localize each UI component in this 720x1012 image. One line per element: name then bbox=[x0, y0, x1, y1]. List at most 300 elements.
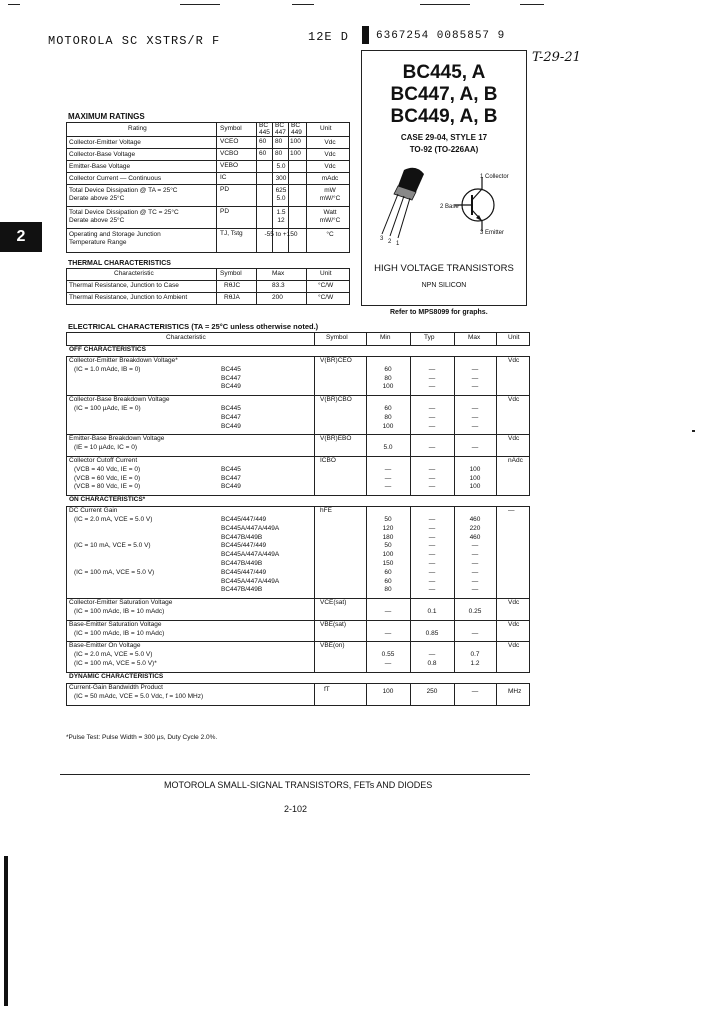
max-value: — bbox=[471, 560, 479, 567]
device-label: BC449 bbox=[221, 383, 241, 391]
rule bbox=[410, 356, 411, 395]
typ-value: — bbox=[428, 474, 436, 482]
device-label: BC445A/447A/449A bbox=[221, 577, 280, 585]
thermal-max: 200 bbox=[272, 294, 283, 301]
min-value: — bbox=[384, 608, 392, 615]
rule bbox=[314, 506, 315, 598]
max-rating-row bbox=[66, 148, 350, 160]
param-condition: (IC = 2.0 mA, VCE = 5.0 V) bbox=[74, 516, 153, 523]
thermal-title: THERMAL CHARACTERISTICS bbox=[68, 260, 171, 267]
param-condition: (IC = 100 mA, VCE = 5.0 V)* bbox=[74, 660, 157, 667]
param-symbol: V(BR)CBO bbox=[320, 396, 352, 404]
device-label: BC445 bbox=[221, 465, 241, 473]
rule bbox=[410, 395, 411, 434]
rule bbox=[66, 332, 530, 333]
rule bbox=[66, 506, 530, 507]
rule bbox=[410, 641, 411, 671]
rule bbox=[410, 683, 411, 705]
param-name: Collector-Base Breakdown Voltage bbox=[69, 396, 170, 404]
typ-value: 0.1 bbox=[427, 608, 437, 615]
param-condition: (IC = 50 mAdc, VCE = 5.0 Vdc, f = 100 MHz) bbox=[74, 692, 204, 700]
min-value: — bbox=[384, 465, 392, 473]
param-unit: Vdc bbox=[508, 396, 520, 404]
param-condition: (IC = 10 mA, VCE = 5.0 V) bbox=[74, 542, 151, 550]
typ-value: — bbox=[428, 444, 436, 452]
param-name: Collector Cutoff Current bbox=[69, 457, 138, 464]
param-symbol: fT bbox=[324, 685, 330, 693]
thermal-max: 83.3 bbox=[272, 282, 285, 289]
param-symbol: ICBO bbox=[320, 457, 336, 464]
thermal-characteristic: Thermal Resistance, Junction to Ambient bbox=[69, 294, 188, 301]
device-label: BC445 bbox=[221, 405, 241, 412]
rule bbox=[529, 456, 530, 495]
param-name: DC Current Gain bbox=[69, 507, 118, 515]
rule bbox=[529, 620, 530, 642]
rule bbox=[66, 356, 67, 395]
max-value: 100 bbox=[469, 465, 481, 473]
elec-col-header: Typ bbox=[424, 334, 435, 341]
case-label: CASE 29-04, STYLE 17 bbox=[400, 133, 488, 142]
rating-name: Operating and Storage Junction Temperature Range bbox=[69, 231, 161, 246]
rating-symbol: VEBO bbox=[220, 162, 239, 169]
rule bbox=[496, 598, 497, 620]
thermal-characteristic: Thermal Resistance, Junction to Case bbox=[69, 282, 179, 289]
thermal-col-header: Characteristic bbox=[114, 270, 154, 277]
rating-unit: Watt mW/°C bbox=[319, 209, 341, 224]
min-value: 50 bbox=[384, 542, 392, 550]
rating-value: 1.5 12 bbox=[276, 209, 286, 224]
pin-collector-label: 1 Collector bbox=[480, 174, 509, 180]
param-condition: (IC = 100 µAdc, IE = 0) bbox=[74, 405, 141, 412]
rule bbox=[454, 641, 455, 671]
thermal-table bbox=[66, 268, 350, 306]
elec-section-title: OFF CHARACTERISTICS bbox=[69, 346, 146, 353]
rating-value: 60 bbox=[259, 138, 267, 145]
rule bbox=[410, 598, 411, 620]
device-label: BC445/447/449 bbox=[221, 568, 267, 576]
rule bbox=[366, 641, 367, 671]
rating-value: -55 to +150 bbox=[264, 231, 298, 238]
col-device-header: BC 447 bbox=[275, 122, 286, 136]
param-condition: (VCB = 60 Vdc, IE = 0) bbox=[74, 474, 141, 482]
typ-value: 250 bbox=[426, 687, 438, 695]
param-condition: (IC = 100 mAdc, IB = 10 mAdc) bbox=[74, 608, 165, 615]
rule bbox=[454, 683, 455, 705]
rating-symbol: IC bbox=[220, 174, 227, 181]
param-condition: (IC = 100 mAdc, IB = 10 mAdc) bbox=[74, 629, 165, 637]
param-name: Base-Emitter On Voltage bbox=[69, 642, 141, 650]
rule bbox=[496, 395, 497, 434]
min-value: 100 bbox=[382, 422, 394, 430]
rule bbox=[496, 620, 497, 642]
rule bbox=[66, 332, 67, 345]
param-condition: (IC = 100 mA, VCE = 5.0 V) bbox=[74, 568, 155, 576]
thermal-unit: °C/W bbox=[318, 294, 334, 301]
device-label: BC449 bbox=[221, 483, 241, 491]
rating-name: Total Device Dissipation @ TA = 25°C Derate above 25°C bbox=[69, 187, 178, 202]
max-value: — bbox=[471, 383, 479, 391]
rule bbox=[366, 598, 367, 620]
param-name: Emitter-Base Breakdown Voltage bbox=[69, 435, 165, 443]
max-value: 100 bbox=[469, 483, 481, 491]
footer-rule bbox=[60, 774, 530, 775]
max-ratings-title: MAXIMUM RATINGS bbox=[68, 112, 145, 121]
rating-name: Collector-Emitter Voltage bbox=[69, 139, 141, 146]
elec-col-header: Max bbox=[468, 334, 481, 341]
page-tab: 2 bbox=[0, 222, 42, 252]
rule bbox=[314, 683, 315, 705]
max-value: 460 bbox=[469, 533, 481, 541]
min-value: — bbox=[384, 629, 392, 637]
max-value: — bbox=[471, 413, 479, 421]
rule bbox=[410, 456, 411, 495]
param-unit: Vdc bbox=[508, 435, 520, 443]
max-rating-row bbox=[66, 160, 350, 172]
rating-value: 60 bbox=[259, 150, 267, 157]
max-value: — bbox=[471, 568, 479, 576]
rule bbox=[529, 683, 530, 705]
rule bbox=[496, 332, 497, 345]
rating-unit: °C bbox=[326, 231, 334, 238]
max-value: — bbox=[471, 551, 479, 559]
typ-value: — bbox=[428, 383, 436, 391]
rating-name: Total Device Dissipation @ TC = 25°C Derate above 25°C bbox=[69, 209, 179, 224]
typ-value: 0.85 bbox=[425, 629, 439, 637]
typ-value: — bbox=[428, 577, 436, 585]
rule bbox=[496, 434, 497, 456]
rating-value: 625 5.0 bbox=[275, 187, 287, 202]
scan-edge bbox=[4, 856, 8, 1006]
page-number: 2-102 bbox=[284, 804, 308, 814]
elec-col-header: Unit bbox=[508, 334, 520, 341]
rating-unit: mAdc bbox=[321, 175, 339, 182]
typ-value: — bbox=[428, 413, 436, 421]
typ-value: — bbox=[428, 651, 436, 659]
min-value: 60 bbox=[384, 405, 392, 412]
typ-value: — bbox=[428, 374, 436, 382]
rule bbox=[66, 705, 530, 706]
max-value: — bbox=[471, 687, 479, 695]
param-unit: nAdc bbox=[508, 457, 523, 464]
rating-value: 80 bbox=[275, 138, 283, 145]
min-value: 100 bbox=[382, 687, 394, 695]
typ-value: — bbox=[428, 568, 436, 576]
typ-value: — bbox=[428, 405, 436, 412]
header-code: 12E D bbox=[308, 30, 350, 44]
scan-mark bbox=[420, 4, 470, 5]
max-value: 0.7 bbox=[470, 651, 480, 659]
elec-title: ELECTRICAL CHARACTERISTICS (TA = 25°C unless otherwise noted.) bbox=[68, 322, 319, 331]
rating-unit: mW mW/°C bbox=[319, 187, 341, 202]
rule bbox=[529, 395, 530, 434]
rule bbox=[66, 434, 67, 456]
param-unit: Vdc bbox=[508, 620, 520, 628]
rule bbox=[529, 641, 530, 671]
rule bbox=[529, 332, 530, 345]
rating-unit: Vdc bbox=[324, 139, 336, 146]
param-name: Current-Gain Bandwidth Product bbox=[69, 683, 163, 691]
thermal-col-header: Symbol bbox=[220, 270, 242, 277]
rule bbox=[496, 683, 497, 705]
min-value: 80 bbox=[384, 413, 392, 421]
rule bbox=[66, 268, 350, 269]
param-symbol: V(BR)CEO bbox=[320, 357, 352, 364]
typ-value: — bbox=[428, 542, 436, 550]
part-number-3: BC449, A, B bbox=[390, 106, 498, 127]
param-unit: Vdc bbox=[508, 357, 520, 364]
rule bbox=[496, 641, 497, 671]
param-name: Collector-Emitter Saturation Voltage bbox=[69, 599, 173, 607]
rule bbox=[454, 395, 455, 434]
device-polarity: NPN SILICON bbox=[421, 282, 467, 289]
thermal-symbol: RθJA bbox=[224, 294, 240, 301]
rule bbox=[314, 641, 315, 671]
rule bbox=[66, 280, 350, 281]
rule bbox=[410, 332, 411, 345]
rule bbox=[314, 395, 315, 434]
max-value: — bbox=[471, 422, 479, 430]
rating-symbol: VCEO bbox=[220, 138, 239, 145]
thermal-symbol: RθJC bbox=[224, 282, 241, 289]
typ-value: — bbox=[428, 365, 436, 373]
rule bbox=[529, 506, 530, 598]
pin-base-label: 2 Base bbox=[440, 204, 459, 210]
min-value: 0.55 bbox=[381, 651, 395, 659]
param-condition: (VCB = 40 Vdc, IE = 0) bbox=[74, 465, 141, 473]
pin-emitter-label: 3 Emitter bbox=[480, 230, 505, 236]
typ-value: — bbox=[428, 560, 436, 567]
rule bbox=[366, 456, 367, 495]
rating-value: 80 bbox=[275, 150, 283, 157]
param-unit: Vdc bbox=[508, 642, 520, 650]
rule bbox=[496, 506, 497, 598]
typ-value: — bbox=[428, 483, 436, 491]
rule bbox=[529, 434, 530, 456]
typ-value: — bbox=[428, 516, 436, 523]
rule bbox=[366, 356, 367, 395]
col-rating-header: Rating bbox=[128, 125, 147, 132]
rule bbox=[366, 332, 367, 345]
rule bbox=[66, 598, 67, 620]
device-label: BC445/447/449 bbox=[221, 516, 267, 523]
typ-value: 0.8 bbox=[427, 660, 437, 667]
rating-name: Collector-Base Voltage bbox=[69, 151, 136, 158]
param-symbol: VCE(sat) bbox=[320, 599, 347, 607]
typ-value: — bbox=[428, 422, 436, 430]
scan-mark bbox=[292, 4, 314, 5]
param-condition: (IE = 10 µAdc, IC = 0) bbox=[74, 444, 137, 452]
rule bbox=[529, 356, 530, 395]
rule bbox=[366, 620, 367, 642]
min-value: — bbox=[384, 660, 392, 667]
thermal-col-header: Unit bbox=[320, 270, 332, 277]
rule bbox=[366, 506, 367, 598]
elec-section-title: DYNAMIC CHARACTERISTICS bbox=[69, 672, 164, 680]
rule bbox=[454, 620, 455, 642]
rule bbox=[66, 506, 67, 598]
typ-value: — bbox=[428, 551, 436, 559]
max-value: 0.25 bbox=[468, 608, 482, 615]
min-value: 150 bbox=[382, 560, 394, 567]
rule bbox=[410, 620, 411, 642]
min-value: — bbox=[384, 483, 392, 491]
device-label: BC445/447/449 bbox=[221, 542, 267, 550]
elec-col-header: Min bbox=[380, 334, 391, 341]
rule bbox=[314, 332, 315, 345]
footnote: *Pulse Test: Pulse Width = 300 µs, Duty Cycle 2.0%. bbox=[66, 734, 218, 741]
rating-name: Emitter-Base Voltage bbox=[69, 163, 131, 170]
rule bbox=[66, 304, 350, 305]
col-unit-header: Unit bbox=[320, 125, 332, 132]
footer-title: MOTOROLA SMALL-SIGNAL TRANSISTORS, FETs AND DIODES bbox=[164, 780, 433, 790]
thermal-col-header: Max bbox=[272, 270, 285, 277]
col-symbol-header: Symbol bbox=[220, 125, 242, 132]
device-label: BC449 bbox=[221, 422, 241, 430]
rule bbox=[454, 598, 455, 620]
device-label: BC447 bbox=[221, 413, 241, 421]
param-name: Base-Emitter Saturation Voltage bbox=[69, 620, 162, 628]
max-ratings-table bbox=[66, 122, 350, 260]
elec-col-header: Symbol bbox=[326, 334, 348, 341]
max-value: 1.2 bbox=[470, 660, 480, 667]
param-name: Collector-Emitter Breakdown Voltage* bbox=[69, 357, 178, 364]
rating-value: 300 bbox=[275, 175, 287, 182]
rating-unit: Vdc bbox=[324, 151, 336, 158]
device-label: BC447B/449B bbox=[221, 586, 263, 594]
rule bbox=[366, 434, 367, 456]
rating-value: 5.0 bbox=[276, 163, 286, 170]
rule bbox=[366, 395, 367, 434]
rating-name: Collector Current — Continuous bbox=[69, 175, 162, 182]
col-device-header: BC 445 bbox=[259, 122, 270, 136]
refer-note: Refer to MPS8099 for graphs. bbox=[390, 309, 488, 316]
rule bbox=[256, 268, 257, 304]
rule bbox=[314, 598, 315, 620]
max-rating-row bbox=[66, 206, 350, 228]
device-label: BC447B/449B bbox=[221, 533, 263, 541]
max-value: 220 bbox=[469, 524, 481, 532]
pin-num-3: 3 bbox=[380, 236, 384, 242]
device-label: BC445A/447A/449A bbox=[221, 551, 280, 559]
rating-value: 100 bbox=[290, 150, 301, 157]
param-symbol: VBE(sat) bbox=[320, 620, 347, 628]
max-value: — bbox=[471, 542, 479, 550]
rule bbox=[349, 268, 350, 304]
rating-unit: Vdc bbox=[324, 163, 336, 170]
max-value: — bbox=[471, 405, 479, 412]
max-value: — bbox=[471, 374, 479, 382]
param-condition: (IC = 2.0 mA, VCE = 5.0 V) bbox=[74, 651, 153, 659]
max-value: — bbox=[471, 577, 479, 585]
rule bbox=[454, 456, 455, 495]
max-value: — bbox=[471, 586, 479, 594]
max-rating-row bbox=[66, 184, 350, 206]
min-value: 60 bbox=[384, 577, 392, 585]
rating-symbol: VCBO bbox=[220, 150, 239, 157]
part-number-2: BC447, A, B bbox=[390, 84, 498, 105]
min-value: 5.0 bbox=[383, 444, 393, 452]
pin-num-1: 1 bbox=[396, 241, 400, 247]
rule bbox=[496, 456, 497, 495]
rule bbox=[410, 434, 411, 456]
min-value: 100 bbox=[382, 551, 394, 559]
min-value: — bbox=[384, 474, 392, 482]
max-rating-row bbox=[66, 172, 350, 184]
rule bbox=[529, 598, 530, 620]
elec-col-header: Characteristic bbox=[166, 334, 206, 341]
typ-value: — bbox=[428, 465, 436, 473]
rating-symbol: PD bbox=[220, 208, 230, 215]
min-value: 80 bbox=[384, 586, 392, 594]
min-value: 60 bbox=[384, 568, 392, 576]
rule bbox=[66, 292, 350, 293]
rule bbox=[454, 434, 455, 456]
param-unit: Vdc bbox=[508, 599, 520, 607]
device-label: BC447B/449B bbox=[221, 560, 263, 567]
rule bbox=[314, 620, 315, 642]
rule bbox=[66, 683, 67, 705]
param-unit: MHz bbox=[508, 687, 522, 695]
elec-table bbox=[66, 332, 530, 732]
rating-value: 100 bbox=[290, 138, 301, 145]
param-unit: — bbox=[508, 507, 515, 515]
scan-mark bbox=[8, 4, 20, 5]
rule bbox=[314, 356, 315, 395]
rule bbox=[66, 395, 67, 434]
device-label: BC447 bbox=[221, 474, 241, 482]
pin-num-2: 2 bbox=[388, 239, 392, 245]
param-condition: (IC = 1.0 mAdc, IB = 0) bbox=[74, 365, 141, 373]
param-symbol: VBE(on) bbox=[320, 642, 345, 650]
package-label: TO-92 (TO-226AA) bbox=[409, 145, 479, 154]
col-device-header: BC 449 bbox=[291, 122, 302, 136]
rule bbox=[454, 506, 455, 598]
max-value: 100 bbox=[469, 474, 481, 482]
rule bbox=[66, 122, 350, 123]
rule bbox=[496, 356, 497, 395]
typ-value: — bbox=[428, 524, 436, 532]
scan-mark bbox=[520, 4, 544, 5]
rule bbox=[66, 620, 67, 642]
rule bbox=[66, 456, 67, 495]
rating-symbol: TJ, Tstg bbox=[220, 230, 243, 237]
rule bbox=[454, 332, 455, 345]
max-value: 460 bbox=[469, 516, 481, 523]
header-company: MOTOROLA SC XSTRS/R F bbox=[48, 34, 221, 48]
device-label: BC447 bbox=[221, 374, 241, 382]
thermal-unit: °C/W bbox=[318, 282, 334, 289]
max-rating-row bbox=[66, 228, 350, 252]
param-condition: (VCB = 80 Vdc, IE = 0) bbox=[74, 483, 141, 491]
max-value: — bbox=[471, 629, 479, 637]
min-value: 50 bbox=[384, 516, 392, 523]
min-value: 80 bbox=[384, 374, 392, 382]
scan-speck bbox=[692, 430, 695, 432]
param-symbol: hFE bbox=[320, 507, 332, 515]
rule bbox=[216, 268, 217, 304]
max-value: — bbox=[471, 365, 479, 373]
min-value: 100 bbox=[382, 383, 394, 391]
rule bbox=[306, 268, 307, 304]
param-symbol: V(BR)EBO bbox=[320, 435, 352, 443]
min-value: 60 bbox=[384, 365, 392, 373]
device-type: HIGH VOLTAGE TRANSISTORS bbox=[374, 263, 514, 274]
min-value: 180 bbox=[382, 533, 394, 541]
scan-mark bbox=[180, 4, 220, 5]
rating-symbol: PD bbox=[220, 186, 230, 193]
min-value: 120 bbox=[382, 524, 394, 532]
typ-value: — bbox=[428, 533, 436, 541]
